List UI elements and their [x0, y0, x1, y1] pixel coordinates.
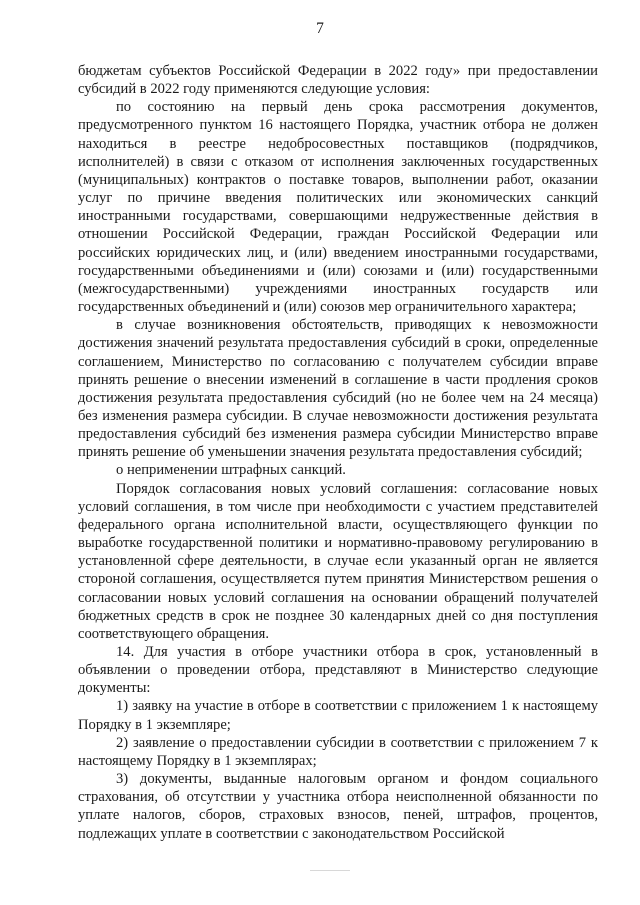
paragraph: по состоянию на первый день срока рассмотрения документов, предусмотренного пунктом 16 настоящего Порядка, участник отбора не должен находиться в реестре недобросовестных поставщиков (подрядчиков, исполнителей) в связи с отказом от исполнения заключенных государственных (муниципальных) контрактов о поставке товаров, выполнении работ, оказании услуг по причине введения политических или экономических санкций иностранными государствами, совершающими недружественные действия в отношении Российской Федерации, граждан Российской Федерации или российских юридических лиц, и (или) введением иностранными государствами, государственными объединениями и (или) союзами и (или) государственными (межгосударственными) учреждениями иностранных государств или государственных объединений и (или) союзов мер ограничительного характера;: [78, 99, 598, 316]
paragraph: о неприменении штрафных санкций.: [116, 462, 346, 479]
paragraph: 14. Для участия в отборе участники отбора в срок, установленный в объявлении о проведении отбора, представляют в Министерство следующие документы:: [78, 644, 598, 697]
list-item: 2) заявление о предоставлении субсидии в соответствии с приложением 7 к настоящему Порядку в 1 экземплярах;: [78, 734, 598, 769]
paragraph: Порядок согласования новых условий соглашения: согласование новых условий соглашения, в том числе при необходимости с участием представителей федерального органа исполнительной власти, осуществляющего функции по выработке государственной политики и нормативно-правовому регулированию в установленной сфере деятельности, в случае если указанный орган не является стороной соглашения, осуществляется путем принятия Министерством решения о согласовании новых условий соглашения на основании обращений получателей бюджетных средств в срок не позднее 30 календарных дней со дня поступления соответствующего обращения.: [78, 480, 598, 642]
document-body: [78, 62, 598, 843]
scan-artifact: [310, 870, 350, 871]
list-item: 1) заявку на участие в отборе в соответствии с приложением 1 к настоящему Порядку в 1 экземпляре;: [78, 698, 598, 733]
paragraph: в случае возникновения обстоятельств, приводящих к невозможности достижения значений результата предоставления субсидий в сроки, определенные соглашением, Министерство по согласованию с получателем субсидии вправе принять решение о внесении изменений в соглашение в части продления сроков достижения результата предоставления субсидий (но не более чем на 24 месяца) без изменения размера субсидии. В случае невозможности достижения результата предоставления субсидий без изменения размера субсидии Министерство вправе принять решение об уменьшении значения результата предоставления субсидий;: [78, 317, 598, 461]
page-number: 7: [316, 20, 324, 37]
paragraph: бюджетам субъектов Российской Федерации в 2022 году» при предоставлении субсидий в 2022 году применяются следующие условия:: [78, 63, 598, 98]
list-item: 3) документы, выданные налоговым органом и фондом социального страхования, об отсутствии у участника отбора неисполненной обязанности по уплате налогов, сборов, страховых взносов, пеней, штрафов, процентов, подлежащих уплате в соответствии с законодательством Российской: [78, 771, 598, 842]
